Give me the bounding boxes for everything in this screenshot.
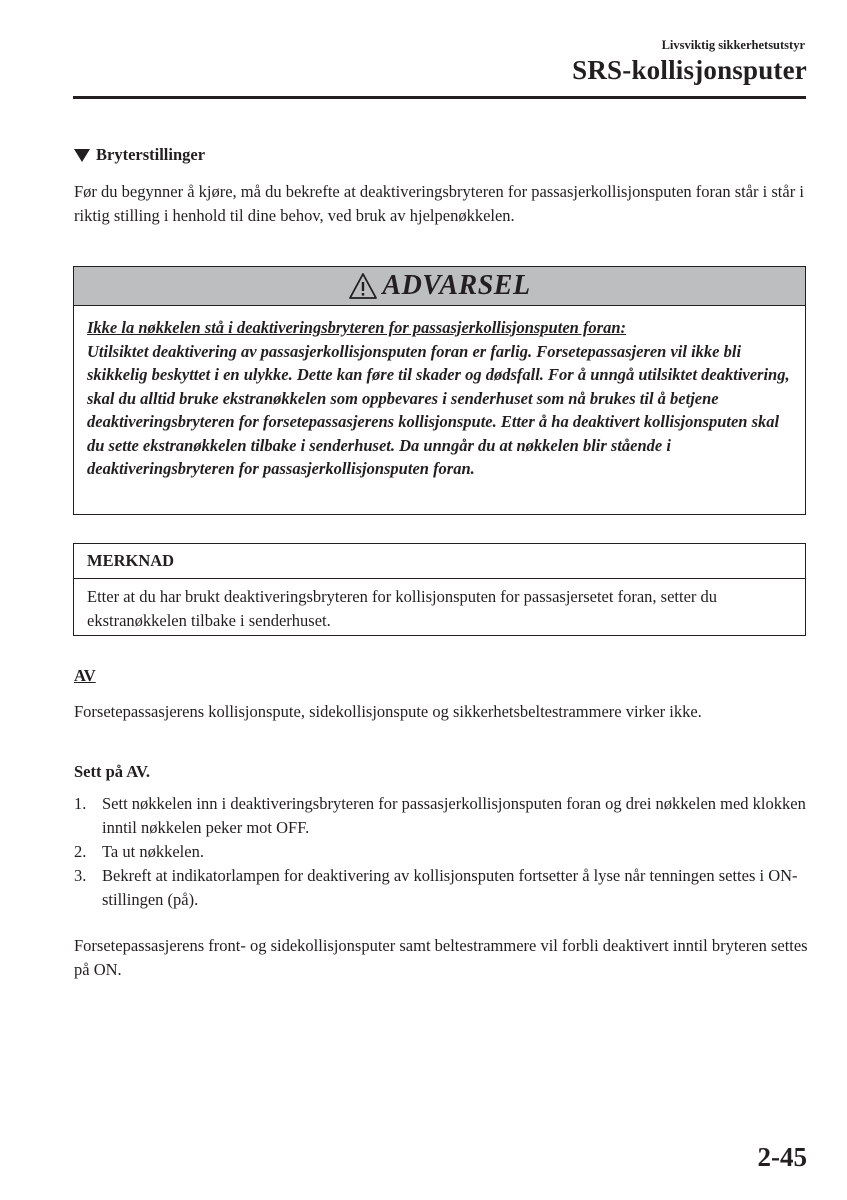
warning-box [73,266,806,515]
final-paragraph: Forsetepassasjerens front- og sidekollisjonsputer samt beltestrammere vil forbli deaktivert inntil bryteren settes på ON. [74,936,808,979]
av-description: Forsetepassasjerens kollisjonspute, sidekollisjonspute og sikkerhetsbeltestrammere virker ikke. [74,702,702,721]
warning-title: ADVARSEL [382,270,531,301]
step-text: Bekreft at indikatorlampen for deaktivering av kollisjonsputen fortsetter å lyse når tenningen settes i ON-stillingen (på). [102,866,798,909]
warning-triangle-icon [348,272,378,300]
warning-header [74,267,805,306]
step-text: Sett nøkkelen inn i deaktiveringsbryteren for passasjerkollisjonsputen foran og drei nøkkelen med klokken inntil nøkkelen peker mot OFF. [102,794,806,837]
warning-lead: Ikke la nøkkelen stå i deaktiveringsbryteren for passasjerkollisjonsputen foran: [87,318,627,337]
procedure-title: Sett på AV. [74,762,150,781]
av-heading: AV [74,666,96,685]
section-heading [74,143,808,167]
warning-text: Utilsiktet deaktivering av passasjerkollisjonsputen foran er farlig. Forsetepassasjeren vil ikke bli skikkelig beskyttet i en ulykke. Dette kan føre til skader og dødsfall. For å unngå utilsiktet deaktivering, skal du alltid bruke ekstranøkkelen som oppbevares i senderhuset som nå brukes til å betjene deaktiveringsbryteren for forsetepassasjerens kollisjonspute. Etter å ha deaktivert kollisjonsputen skal du sette ekstranøkkelen tilbake i senderhuset. Da unngår du at nøkkelen blir stående i deaktiveringsbryteren for passasjerkollisjonsputen foran. [87,341,790,478]
step-number: 1. [74,794,87,813]
note-title: MERKNAD [74,544,805,579]
warning-body [74,306,805,481]
section-heading-text: Bryterstillinger [96,145,206,164]
list-item [74,864,808,912]
page-title: SRS-kollisjonsputer [572,55,807,85]
list-item [74,840,808,864]
step-number: 2. [74,842,87,861]
chapter-subtitle: Livsviktig sikkerhetsutstyr [661,38,805,52]
step-number: 3. [74,866,87,885]
list-item [74,792,808,840]
header-divider [73,96,806,99]
note-text: Etter at du har brukt deaktiveringsbryteren for kollisjonsputen for passasjersetet foran, setter du ekstranøkkelen tilbake i senderhuset. [87,587,718,630]
intro-paragraph: Før du begynner å kjøre, må du bekrefte at deaktiveringsbryteren for passasjerkollisjonsputen foran står i står i riktig stilling i henhold til dine behov, ved bruk av hjelpenøkkelen. [74,182,804,225]
note-box [73,543,806,636]
triangle-down-icon [74,149,90,162]
page-number: 2-45 [757,1142,807,1172]
step-text: Ta ut nøkkelen. [102,842,204,861]
procedure-steps [74,792,808,912]
